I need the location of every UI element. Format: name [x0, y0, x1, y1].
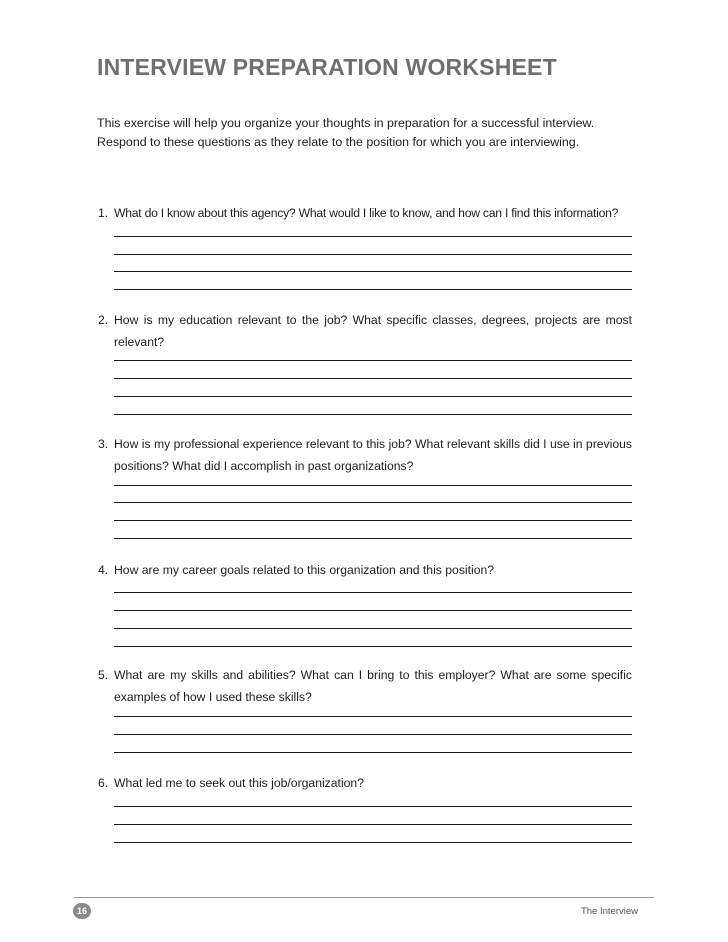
answer-line[interactable] [114, 806, 632, 807]
question-text [98, 559, 632, 581]
answer-line[interactable] [114, 610, 632, 611]
answer-line[interactable] [114, 538, 632, 539]
question-3 [98, 433, 632, 477]
question-number: 5. [98, 668, 109, 682]
question-prompt: What are my skills and abilities? What can I bring to this employer? What are some specific examples of how I used these skills? [114, 668, 632, 704]
answer-line[interactable] [114, 520, 632, 521]
answer-line[interactable] [114, 396, 632, 397]
answer-line[interactable] [114, 485, 632, 486]
answer-line[interactable] [114, 734, 632, 735]
answer-line[interactable] [114, 414, 632, 415]
answer-line[interactable] [114, 716, 632, 717]
answer-line[interactable] [114, 289, 632, 290]
answer-line[interactable] [114, 752, 632, 753]
question-2 [98, 309, 632, 353]
answer-line[interactable] [114, 842, 632, 843]
question-text [98, 772, 632, 794]
question-number: 3. [98, 437, 109, 451]
question-prompt: How is my professional experience relevant to this job? What relevant skills did I use in previous positions? What did I accomplish in past organizations? [114, 437, 632, 473]
question-5 [98, 664, 632, 708]
footer-divider [74, 897, 654, 898]
answer-line[interactable] [114, 378, 632, 379]
answer-line[interactable] [114, 628, 632, 629]
answer-line[interactable] [114, 254, 632, 255]
page-number-badge: 16 [73, 903, 91, 919]
question-1 [98, 202, 632, 224]
answer-line[interactable] [114, 592, 632, 593]
question-text [98, 433, 632, 477]
question-6 [98, 772, 632, 794]
question-text [98, 664, 632, 708]
answer-line[interactable] [114, 646, 632, 647]
question-number: 2. [98, 313, 109, 327]
question-number: 4. [98, 563, 109, 577]
page-title: INTERVIEW PREPARATION WORKSHEET [97, 54, 557, 80]
question-4 [98, 559, 632, 581]
question-prompt: What do I know about this agency? What would I like to know, and how can I find this information? [114, 206, 619, 220]
answer-line[interactable] [114, 824, 632, 825]
intro-text [97, 114, 637, 152]
question-text [98, 202, 632, 224]
question-number: 6. [98, 776, 109, 790]
question-text [98, 309, 632, 353]
intro-line: Respond to these questions as they relate to the position for which you are interviewing. [97, 135, 580, 149]
answer-line[interactable] [114, 502, 632, 503]
intro-line: This exercise will help you organize your thoughts in preparation for a successful interview. [97, 116, 595, 130]
question-number: 1. [98, 206, 109, 220]
question-prompt: What led me to seek out this job/organization? [114, 776, 364, 790]
question-prompt: How is my education relevant to the job? What specific classes, degrees, projects are most relevant? [114, 313, 632, 349]
footer-section-label: The Interview [580, 906, 638, 917]
answer-line[interactable] [114, 271, 632, 272]
answer-line[interactable] [114, 360, 632, 361]
answer-line[interactable] [114, 236, 632, 237]
question-prompt: How are my career goals related to this organization and this position? [114, 563, 495, 577]
